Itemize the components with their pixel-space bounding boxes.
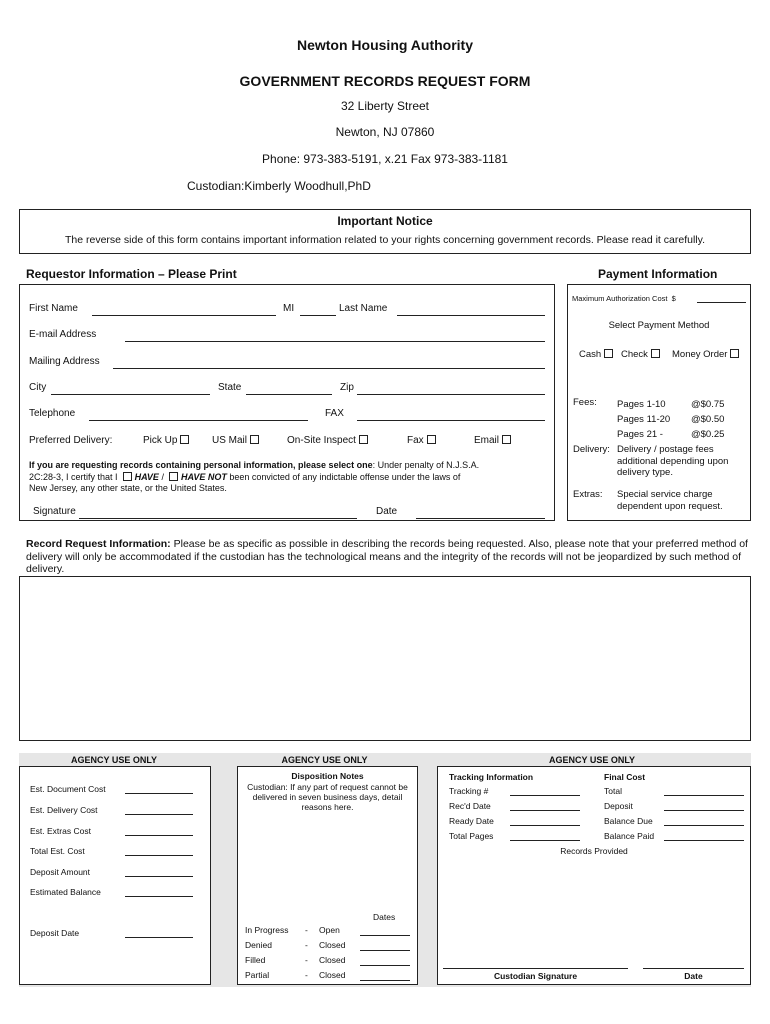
fee-row: [617, 397, 724, 412]
status-date-field[interactable]: [360, 935, 410, 936]
delivery-text: Delivery / postage fees additional depending upon delivery type.: [617, 444, 729, 478]
cost-row-field[interactable]: [125, 855, 193, 856]
status-row: [245, 970, 345, 980]
phone-fax: Phone: 973-383-5191, x.21 Fax 973-383-1181: [262, 152, 508, 166]
status-label: Partial: [245, 970, 270, 980]
cash-checkbox[interactable]: [604, 349, 613, 358]
telephone-field[interactable]: [89, 420, 308, 421]
status-row: [245, 955, 345, 965]
cost-row-label: Est. Delivery Cost: [30, 805, 98, 815]
max-auth-label: [572, 294, 676, 303]
cost-row-field[interactable]: [125, 876, 193, 877]
cert-line-1: : Under penalty of N.J.S.A.: [372, 460, 480, 470]
first-name-label: First Name: [29, 303, 78, 314]
city-field[interactable]: [51, 394, 210, 395]
email-option[interactable]: [474, 435, 511, 446]
tracking-row-label: Total Pages: [449, 831, 494, 841]
custodian-date-field[interactable]: [643, 968, 744, 969]
have-label: HAVE: [134, 471, 159, 482]
org-name: Newton Housing Authority: [296, 37, 474, 53]
money-order-label: Money Order: [672, 349, 728, 360]
notice-text: The reverse side of this form contains important information related to your rights concerning government records. Please read it carefully.: [64, 234, 706, 246]
money-order-checkbox[interactable]: [730, 349, 739, 358]
telephone-label: Telephone: [29, 408, 76, 419]
tracking-row-field[interactable]: [510, 810, 580, 811]
status-date-field[interactable]: [360, 950, 410, 951]
signature-field[interactable]: [79, 518, 357, 519]
agency-header-2: AGENCY USE ONLY: [281, 755, 368, 765]
status-dash: -: [305, 940, 308, 950]
cost-row-label: Total Est. Cost: [30, 846, 85, 856]
fee-price: @$0.75: [691, 399, 725, 410]
email-field[interactable]: [125, 341, 545, 342]
cost-row-label: Deposit Amount: [30, 867, 91, 877]
status-dash: -: [305, 925, 308, 935]
cost-row-label: Est. Document Cost: [30, 784, 106, 794]
have-checkbox[interactable]: [123, 472, 132, 481]
status-date-field[interactable]: [360, 980, 410, 981]
email-label: E-mail Address: [29, 329, 97, 340]
zip-label: Zip: [340, 382, 354, 393]
city-address: Newton, NJ 07860: [335, 125, 435, 139]
final-row-label: Deposit: [604, 801, 633, 811]
status-label: In Progress: [245, 925, 289, 935]
max-auth-field[interactable]: [697, 302, 746, 303]
extras-label: Extras:: [573, 489, 603, 500]
date-label: Date: [376, 506, 398, 517]
signature-label: Signature: [33, 506, 76, 517]
custodian-signature-field[interactable]: [443, 968, 628, 969]
final-row-field[interactable]: [664, 795, 744, 796]
cert-line-4: New Jersey, any other state, or the United States.: [29, 483, 227, 493]
fee-pages: Pages 1-10: [617, 399, 666, 410]
agency-header-3: AGENCY USE ONLY: [548, 755, 636, 765]
fee-table: [617, 397, 724, 442]
cost-row-field[interactable]: [125, 793, 193, 794]
money-order-option[interactable]: [672, 349, 739, 360]
email-checkbox[interactable]: [502, 435, 511, 444]
tracking-row-label: Ready Date: [449, 816, 494, 826]
usmail-checkbox[interactable]: [250, 435, 259, 444]
tracking-row-field[interactable]: [510, 825, 580, 826]
fee-pages: Pages 21 -: [617, 429, 663, 440]
fax-option-label: Fax: [407, 435, 424, 446]
record-request-info: [26, 538, 748, 576]
tracking-title: Tracking Information: [449, 772, 534, 782]
payment-heading: Payment Information: [598, 267, 718, 281]
have-not-label: HAVE NOT: [180, 471, 227, 482]
cost-row-field[interactable]: [125, 814, 193, 815]
tracking-panel: [437, 766, 751, 985]
tracking-row-label: Rec'd Date: [449, 801, 491, 811]
fax-option[interactable]: [407, 435, 436, 446]
status-state: Closed: [319, 970, 346, 980]
select-payment-label: Select Payment Method: [608, 320, 710, 331]
status-dash: -: [305, 955, 308, 965]
cert-bold: If you are requesting records containing personal information, please select one: [29, 460, 373, 470]
cash-option[interactable]: [579, 349, 613, 360]
preferred-delivery-label: Preferred Delivery:: [29, 435, 113, 446]
check-option[interactable]: [621, 349, 660, 360]
date-field[interactable]: [416, 518, 545, 519]
final-row-label: Total: [604, 786, 622, 796]
cost-row-field[interactable]: [125, 835, 193, 836]
disposition-text: Custodian: If any part of request cannot be delivered in seven business days, detail reasons here.: [247, 782, 408, 812]
final-row-field[interactable]: [664, 810, 744, 811]
usmail-label: US Mail: [212, 435, 248, 446]
record-request-text: Please be as specific as possible in describing the records being requested. Also, please note that your preferred method of delivery will only be accommodated if the custodian has the technological means and the integrity of the records will not be jeopardized by such method of delivery.: [26, 538, 748, 575]
final-row-field[interactable]: [664, 825, 744, 826]
check-label: Check: [621, 349, 648, 360]
requestor-heading: Requestor Information – Please Print: [26, 267, 237, 281]
max-auth-text: Maximum Authorization Cost: [572, 294, 668, 303]
certification-text: [29, 460, 544, 495]
last-name-label: Last Name: [339, 303, 388, 314]
cert-line-3: been convicted of any indictable offense under the laws of: [229, 471, 461, 482]
zip-field[interactable]: [357, 394, 545, 395]
notice-title: Important Notice: [337, 214, 433, 228]
fee-pages: Pages 11-20: [617, 414, 671, 425]
onsite-checkbox[interactable]: [359, 435, 368, 444]
final-row-field[interactable]: [664, 840, 744, 841]
mi-label: MI: [283, 303, 295, 314]
status-row: [245, 925, 340, 935]
extras-text: Special service charge dependent upon request.: [617, 489, 723, 512]
custodian-signature-label: Custodian Signature: [493, 971, 578, 981]
custodian-date-label: Date: [684, 971, 703, 981]
fax-checkbox[interactable]: [427, 435, 436, 444]
slash: /: [161, 471, 164, 482]
important-notice-box: [19, 209, 751, 254]
fees-label: Fees:: [573, 397, 597, 408]
onsite-label: On-Site Inspect: [287, 435, 356, 446]
final-cost-title: Final Cost: [604, 772, 646, 782]
deposit-date-field[interactable]: [125, 937, 193, 938]
status-date-field[interactable]: [360, 965, 410, 966]
dates-label: Dates: [373, 912, 396, 922]
cash-label: Cash: [579, 349, 602, 360]
final-row-label: Balance Due: [604, 816, 653, 826]
tracking-row-label: Tracking #: [449, 786, 489, 796]
onsite-option[interactable]: [287, 435, 368, 446]
state-field[interactable]: [246, 394, 332, 395]
city-label: City: [29, 382, 47, 393]
cost-row-label: Est. Extras Cost: [30, 826, 91, 836]
record-request-textarea[interactable]: [19, 576, 751, 741]
status-label: Filled: [245, 955, 266, 965]
form-title: GOVERNMENT RECORDS REQUEST FORM: [239, 73, 531, 89]
delivery-label: Delivery:: [573, 444, 610, 455]
first-name-field[interactable]: [92, 315, 276, 316]
street-address: 32 Liberty Street: [340, 99, 430, 113]
record-request-bold: Record Request Information:: [26, 538, 171, 550]
state-label: State: [218, 382, 242, 393]
disposition-title: Disposition Notes: [291, 771, 364, 781]
fax-field[interactable]: [357, 420, 545, 421]
check-checkbox[interactable]: [651, 349, 660, 358]
fee-price: @$0.25: [691, 429, 725, 440]
fax-label: FAX: [325, 408, 344, 419]
status-state: Closed: [319, 940, 346, 950]
pickup-option[interactable]: [143, 435, 189, 446]
status-state: Open: [319, 925, 340, 935]
dollar-sign: $: [671, 294, 676, 303]
deposit-date-label: Deposit Date: [30, 928, 80, 938]
records-provided-label: Records Provided: [560, 846, 628, 856]
agency-header-1: AGENCY USE ONLY: [70, 755, 158, 765]
status-dash: -: [305, 970, 308, 980]
tracking-row-field[interactable]: [510, 840, 580, 841]
final-row-label: Balance Paid: [604, 831, 655, 841]
have-not-checkbox[interactable]: [169, 472, 178, 481]
pickup-checkbox[interactable]: [180, 435, 189, 444]
cost-row-field[interactable]: [125, 896, 193, 897]
custodian-name: Custodian:Kimberly Woodhull,PhD: [187, 179, 371, 193]
fee-row: [617, 412, 724, 427]
email-option-label: Email: [474, 435, 500, 446]
pickup-label: Pick Up: [143, 435, 178, 446]
mailing-field[interactable]: [113, 368, 545, 369]
mi-field[interactable]: [300, 315, 336, 316]
status-state: Closed: [319, 955, 346, 965]
status-label: Denied: [245, 940, 272, 950]
last-name-field[interactable]: [397, 315, 545, 316]
mailing-label: Mailing Address: [29, 356, 100, 367]
fee-price: @$0.50: [691, 414, 725, 425]
cert-line-2: 2C:28-3, I certify that I: [29, 471, 118, 482]
fee-row: [617, 427, 724, 442]
status-row: [245, 940, 345, 950]
cost-row-label: Estimated Balance: [30, 887, 101, 897]
tracking-row-field[interactable]: [510, 795, 580, 796]
usmail-option[interactable]: [212, 435, 259, 446]
